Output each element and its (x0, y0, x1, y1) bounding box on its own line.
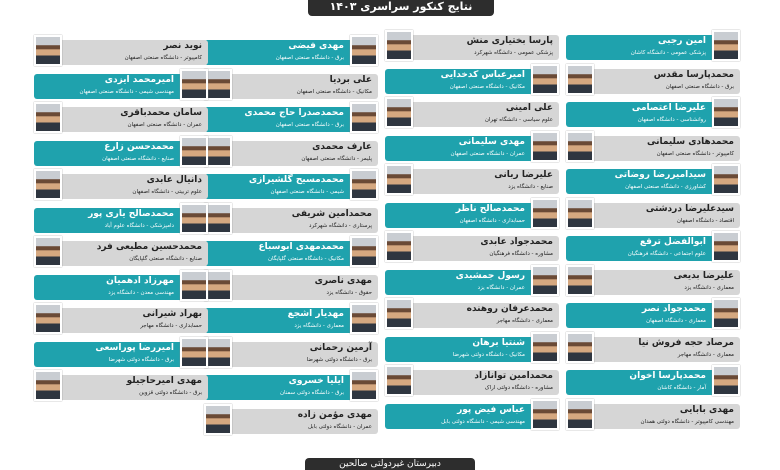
student-name: محمدصالح ناظر (455, 203, 525, 214)
student-major: پلیمر - دانشگاه صنعتی اصفهان (301, 155, 372, 162)
student-name: ابوالفضل ترقع (639, 237, 706, 247)
student-card (204, 337, 378, 368)
student-name: عباس فیض پور (457, 404, 525, 415)
student-name: علیرضا اعتصامی (631, 103, 706, 113)
student-major: برق - دانشگاه صنعتی اصفهان (275, 122, 344, 128)
student-major: برق - دانشگاه دولتی شهرضا (108, 356, 174, 363)
student-card (34, 270, 208, 301)
student-name: محمدصدرا حاج محمدی (244, 108, 344, 118)
student-name: مهرزاد ادهمیان (106, 275, 174, 286)
student-major: علوم اجتماعی - دانشگاه فرهنگیان (627, 251, 706, 257)
student-photo (350, 303, 378, 334)
student-name: مهدی سلیمانی (458, 136, 525, 147)
student-card (34, 337, 208, 368)
student-photo (566, 131, 594, 162)
student-major: مشاوره - دانشگاه دولتی اراک (484, 385, 553, 391)
student-card (566, 131, 740, 162)
student-photo (385, 97, 413, 128)
student-card (204, 404, 378, 435)
student-card (204, 102, 378, 133)
student-photo (34, 303, 62, 334)
student-photo (180, 270, 208, 301)
student-card (566, 332, 740, 363)
student-photo (712, 164, 740, 195)
student-major: کشاورزی - دانشگاه صنعتی اصفهان (625, 184, 706, 190)
student-photo (204, 404, 232, 435)
school-footer: دبیرستان غیردولتی صالحین (305, 458, 475, 470)
student-name: محمدمسیح گلشیرازی (248, 175, 344, 185)
student-card (204, 35, 378, 66)
student-major: برق - دانشگاه صنعتی اصفهان (275, 55, 344, 61)
student-card (34, 169, 208, 200)
student-major: مهندسی شیمی - دانشگاه دولتی بابل (441, 418, 525, 425)
student-major: معماری - دانشگاه یزد (294, 323, 344, 329)
student-card (566, 298, 740, 329)
student-major: کامپیوتر - دانشگاه صنعتی اصفهان (124, 55, 202, 61)
student-photo (34, 236, 62, 267)
student-photo (204, 270, 232, 301)
student-major: دامپزشکی - دانشگاه علوم آباد (104, 222, 174, 229)
student-card (385, 198, 559, 229)
student-name: محمدعرفان روهنده (466, 304, 553, 314)
student-card (385, 332, 559, 363)
student-card (204, 169, 378, 200)
student-name: آرمین رحمانی (309, 342, 372, 353)
student-card (566, 64, 740, 95)
student-card (204, 370, 378, 401)
student-card (385, 265, 559, 296)
student-major: مکانیک - دانشگاه صنعتی اصفهان (449, 83, 525, 90)
student-major: پزشکی عمومی - دانشگاه شهرکرد (474, 50, 553, 56)
student-name: محمدجواد عابدی (480, 237, 553, 247)
student-name: امین رجبی (657, 36, 706, 46)
student-card (566, 399, 740, 430)
student-card (204, 69, 378, 100)
student-major: مهندسی معدن - دانشگاه یزد (108, 289, 174, 296)
student-major: مهندسی شیمی - دانشگاه صنعتی اصفهان (79, 88, 174, 95)
results-grid (34, 30, 740, 458)
student-major: معماری - دانشگاه مهاجر (677, 351, 734, 358)
student-major: مکانیک - دانشگاه دولتی شهرضا (452, 351, 525, 358)
student-card (34, 303, 208, 334)
student-photo (385, 231, 413, 262)
student-photo (712, 30, 740, 61)
student-photo (350, 102, 378, 133)
student-name: محمدهادی سلیمانی (646, 136, 734, 147)
student-card (204, 270, 378, 301)
student-name: محمدمهدی ابوسباع (258, 242, 344, 252)
student-card (385, 164, 559, 195)
student-name: مهدی ناصری (314, 275, 372, 286)
student-photo (204, 203, 232, 234)
student-major: مکانیک - دانشگاه صنعتی گلپایگان (267, 256, 344, 262)
student-major: برق - دانشگاه دولتی شهرضا (306, 356, 372, 363)
student-name: نوید نصر (163, 41, 202, 51)
student-photo (531, 64, 559, 95)
student-name: مهدیار اشجع (287, 309, 344, 319)
student-name: شنتیا برهان (472, 337, 525, 348)
student-photo (531, 131, 559, 162)
student-major: مشاوره - دانشگاه فرهنگیان (489, 251, 553, 257)
student-card (566, 198, 740, 229)
student-photo (385, 365, 413, 396)
student-card (34, 236, 208, 267)
student-major: حسابداری - دانشگاه مهاجر (140, 323, 202, 329)
student-name: پارسا بختیاری منش (466, 36, 553, 46)
student-card (385, 64, 559, 95)
student-card (566, 30, 740, 61)
student-card (34, 69, 208, 100)
student-major: حقوق - دانشگاه یزد (326, 289, 372, 296)
student-name: مهدی بابایی (679, 404, 734, 415)
student-major: صنایع - دانشگاه صنعتی اصفهان (102, 155, 174, 162)
student-name: علی امینی (505, 103, 553, 113)
student-card (385, 298, 559, 329)
student-name: رسول جمشیدی (455, 270, 525, 281)
student-name: محمدحسین مطیعی فرد (96, 242, 202, 252)
student-photo (350, 169, 378, 200)
student-card (385, 231, 559, 262)
student-card (204, 303, 378, 334)
student-major: علوم تربیتی - دانشگاه اصفهان (132, 189, 202, 195)
student-major: پزشکی عمومی - دانشگاه کاشان (630, 50, 706, 56)
student-card (566, 164, 740, 195)
student-card (34, 370, 208, 401)
student-photo (566, 332, 594, 363)
student-card (566, 265, 740, 296)
student-photo (566, 64, 594, 95)
student-photo (712, 298, 740, 329)
student-major: صنایع - دانشگاه صنعتی گلپایگان (129, 256, 202, 262)
student-card (566, 365, 740, 396)
student-major: پرستاری - دانشگاه شهرکرد (309, 222, 372, 229)
student-major: برق - دانشگاه دولتی قزوین (139, 390, 202, 396)
student-photo (566, 265, 594, 296)
student-name: بهراد شیرانی (142, 309, 202, 319)
student-major: صنایع - دانشگاه یزد (508, 184, 553, 190)
student-name: محمدجواد نصر (641, 304, 706, 314)
student-name: محمدامین شریفی (291, 208, 372, 219)
student-name: محمدحسن زارع (104, 141, 174, 152)
student-photo (531, 198, 559, 229)
student-card (566, 231, 740, 262)
student-card (204, 203, 378, 234)
student-photo (566, 399, 594, 430)
student-card (566, 97, 740, 128)
student-card (204, 136, 378, 167)
student-photo (34, 169, 62, 200)
student-major: شیمی - دانشگاه صنعتی اصفهان (270, 189, 344, 195)
student-major: عمران - دانشگاه صنعتی اصفهان (450, 150, 525, 157)
student-name: علی بردیا (329, 74, 372, 85)
student-name: امیرعباس کدخدایی (440, 69, 525, 80)
student-photo (34, 102, 62, 133)
student-major: عمران - دانشگاه صنعتی اصفهان (127, 122, 202, 128)
student-photo (350, 370, 378, 401)
student-card (204, 236, 378, 267)
student-card (34, 102, 208, 133)
student-photo (204, 136, 232, 167)
student-name: مهدی مؤمن زاده (297, 409, 372, 420)
student-major: روانشناسی - دانشگاه اصفهان (637, 117, 706, 123)
student-photo (712, 231, 740, 262)
student-name: مهدی فیضی (288, 41, 344, 51)
student-name: مرصاد حجه فروش نیا (638, 337, 734, 348)
student-photo (34, 370, 62, 401)
page-title: نتایج کنکور سراسری ۱۴۰۳ (308, 0, 494, 16)
student-photo (531, 332, 559, 363)
student-major: علوم سیاسی - دانشگاه تهران (484, 117, 553, 123)
student-major: معماری - دانشگاه مهاجر (496, 318, 553, 324)
student-name: دانیال عابدی (146, 175, 202, 185)
student-major: معماری - دانشگاه اصفهان (646, 318, 706, 324)
student-major: اقتصاد - دانشگاه اصفهان (676, 217, 734, 224)
student-name: مهدی امیرحاجیلو (126, 376, 202, 386)
student-name: امیررضا پوراسعی (95, 342, 174, 353)
student-photo (204, 69, 232, 100)
student-name: عارف محمدی (312, 141, 372, 152)
student-photo (385, 164, 413, 195)
student-major: عمران - دانشگاه یزد (477, 284, 525, 291)
student-card (385, 131, 559, 162)
student-photo (180, 337, 208, 368)
student-photo (385, 298, 413, 329)
student-photo (350, 236, 378, 267)
student-name: محمدپارسا مقدس (653, 69, 734, 80)
student-major: برق - دانشگاه صنعتی اصفهان (665, 83, 734, 90)
student-name: سامان محمدباقری (120, 108, 202, 118)
student-name: محمدپارسا اخوان (629, 371, 706, 381)
student-card (34, 203, 208, 234)
student-major: مهندسی کامپیوتر - دانشگاه دولتی همدان (640, 418, 734, 425)
student-card (385, 399, 559, 430)
student-card (385, 97, 559, 128)
student-photo (712, 365, 740, 396)
student-major: کامپیوتر - دانشگاه صنعتی اصفهان (656, 150, 734, 157)
student-photo (385, 30, 413, 61)
student-card (385, 30, 559, 61)
student-major: آمار - دانشگاه کاشان (657, 385, 706, 391)
student-card (34, 136, 208, 167)
student-photo (180, 203, 208, 234)
student-photo (204, 337, 232, 368)
student-major: مکانیک - دانشگاه صنعتی اصفهان (296, 88, 372, 95)
student-name: محمدامین توانازاد (474, 371, 553, 381)
student-photo (712, 97, 740, 128)
student-photo (531, 265, 559, 296)
student-photo (180, 69, 208, 100)
student-photo (34, 35, 62, 66)
student-name: محمدصالح یاری پور (88, 208, 174, 219)
student-name: علیرضا ربانی (494, 170, 553, 180)
student-major: حسابداری - دانشگاه اصفهان (459, 217, 525, 224)
student-photo (566, 198, 594, 229)
student-photo (180, 136, 208, 167)
student-major: عمران - دانشگاه دولتی بابل (308, 423, 372, 430)
student-photo (531, 399, 559, 430)
student-photo (350, 35, 378, 66)
student-card (34, 35, 208, 66)
student-major: برق - دانشگاه دولتی سمنان (279, 390, 344, 396)
student-card (385, 365, 559, 396)
student-name: علیرضا بدیعی (673, 270, 734, 281)
student-name: سیدعلیرضا دردشتی (645, 203, 734, 214)
student-name: سیدامیررضا روضاتی (614, 170, 706, 180)
student-major: معماری - دانشگاه یزد (684, 284, 734, 291)
student-name: ایلیا خسروی (288, 376, 344, 386)
student-name: امیرمحمد ایزدی (104, 74, 174, 85)
